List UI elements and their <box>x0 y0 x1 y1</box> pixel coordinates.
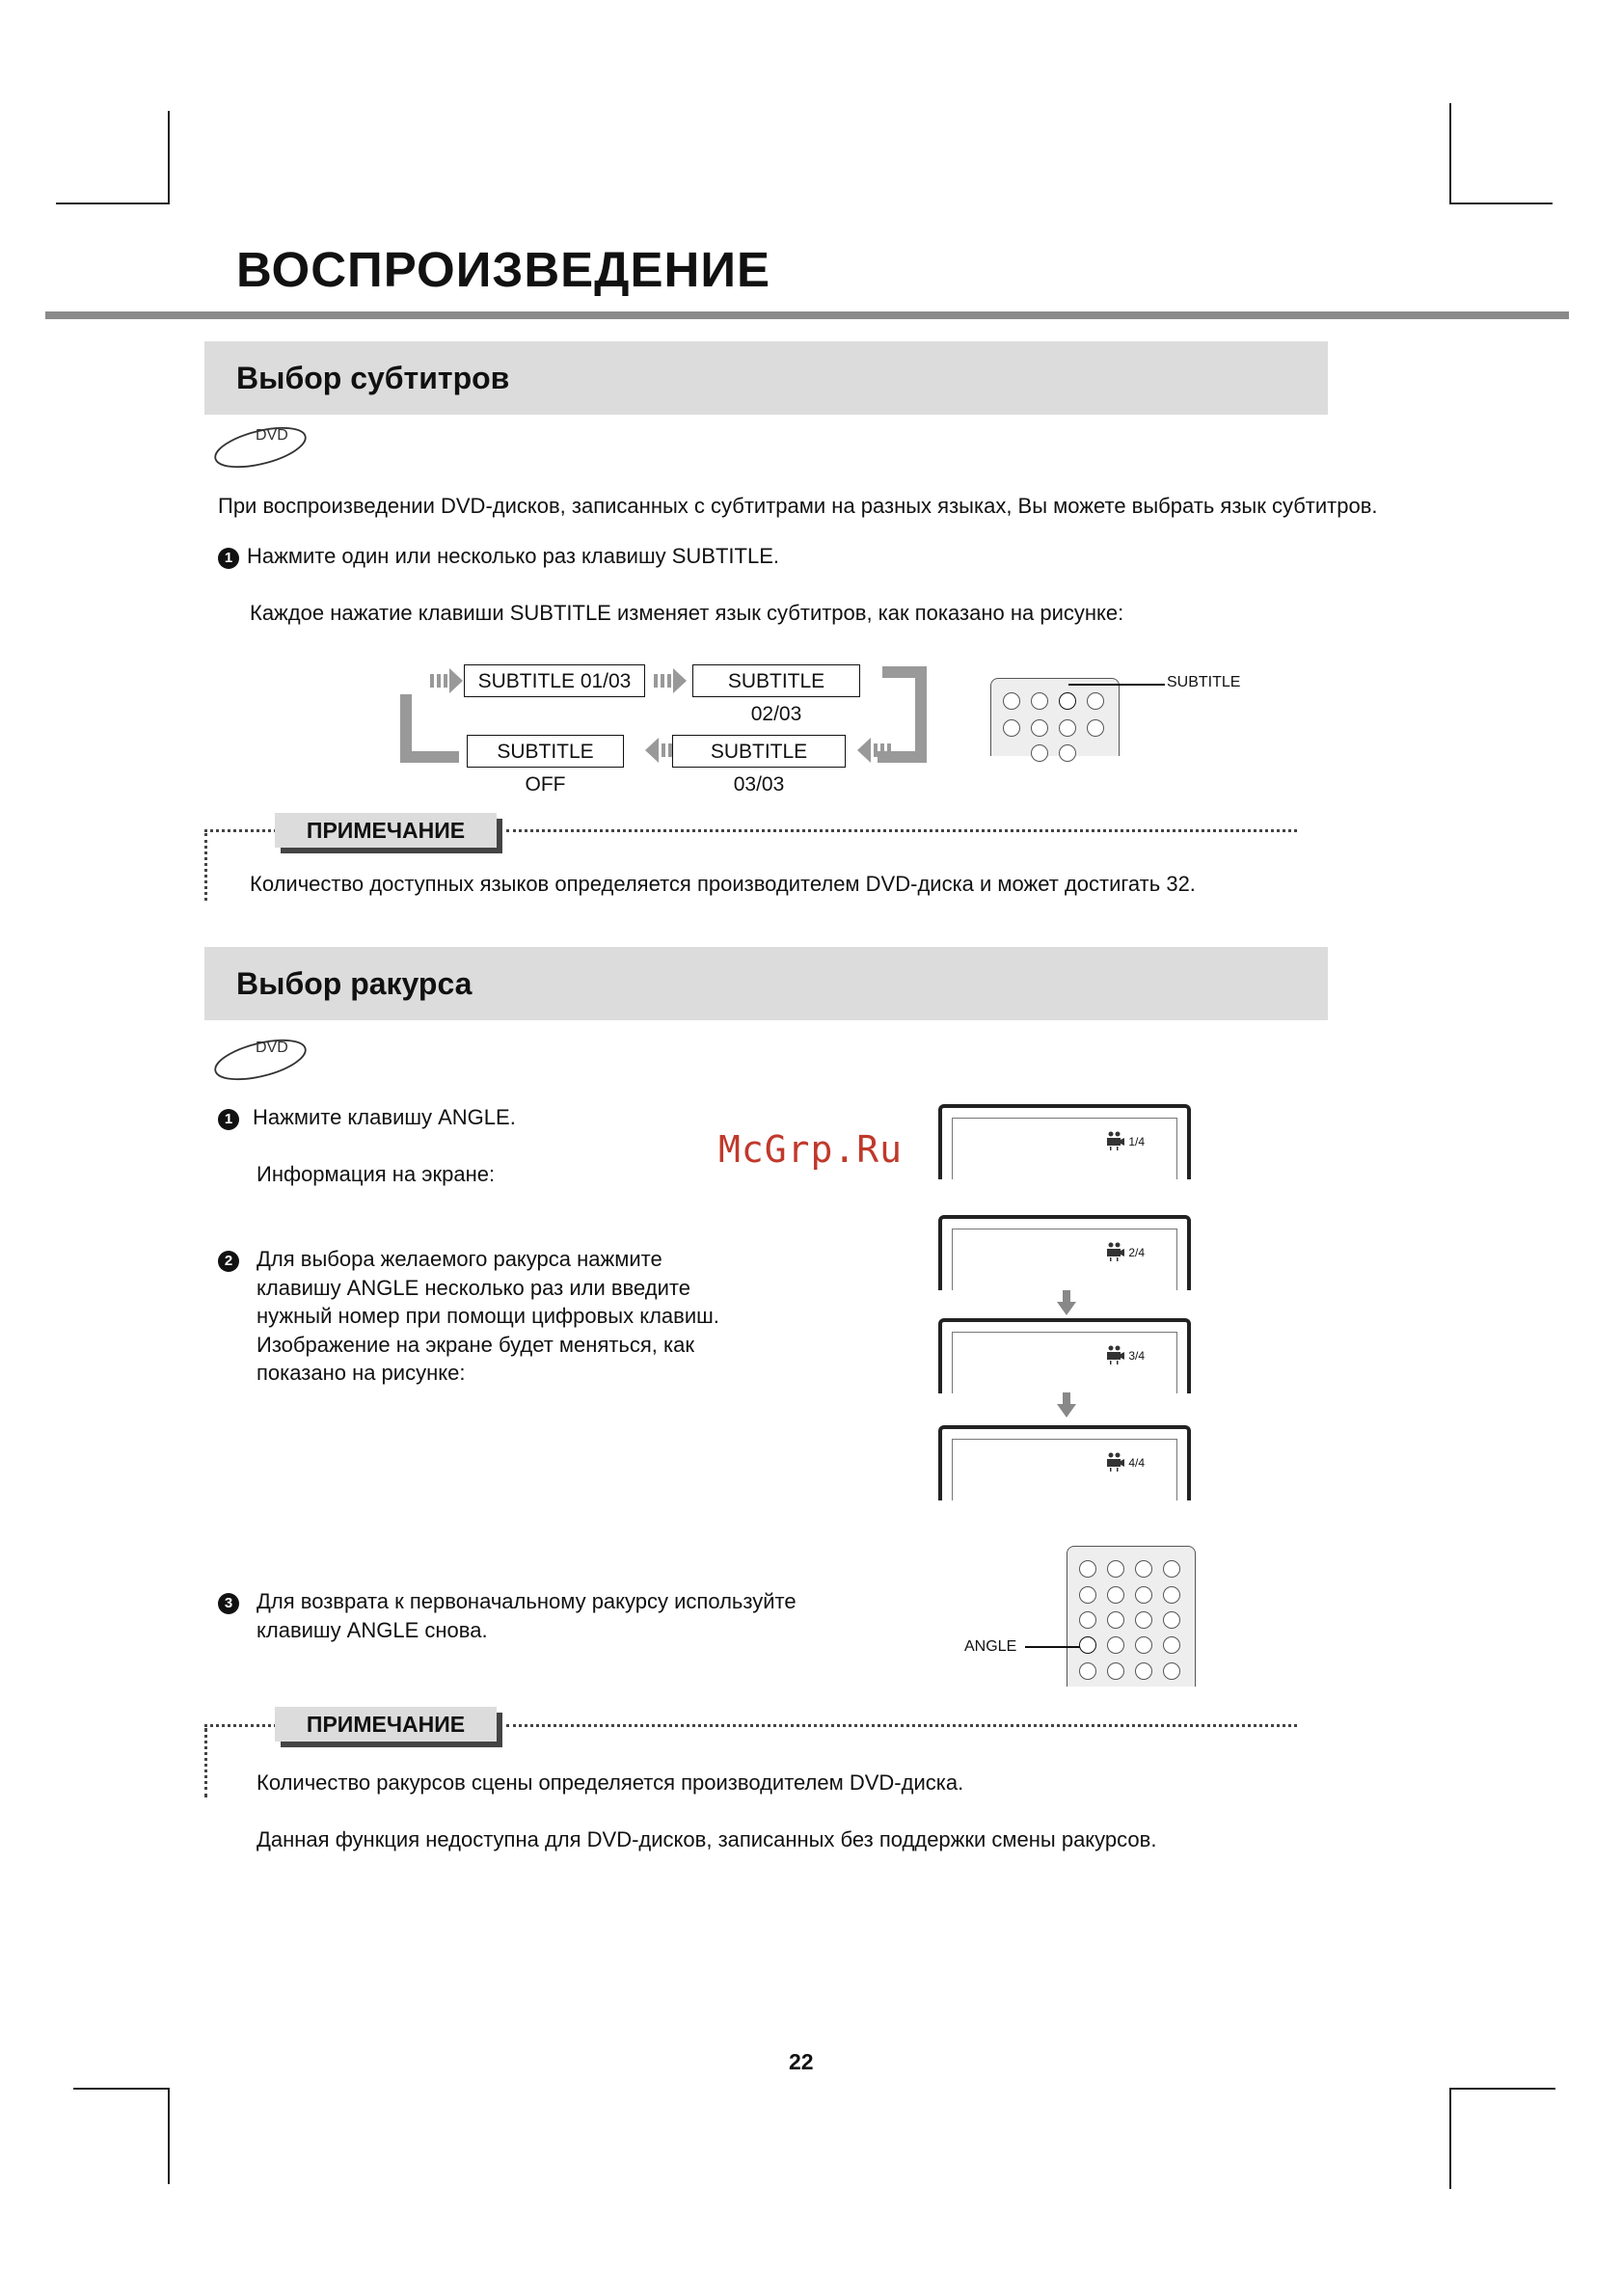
remote-button-icon <box>1107 1586 1124 1604</box>
remote-button-icon <box>1107 1560 1124 1578</box>
step-number: 1 <box>218 1109 239 1130</box>
remote-button-icon <box>1079 1662 1096 1680</box>
power-button-icon <box>1003 692 1020 710</box>
arrow-down-icon <box>1057 1392 1076 1418</box>
crop-mark <box>168 111 170 204</box>
crop-mark <box>1449 203 1553 204</box>
remote-button-icon <box>1163 1586 1180 1604</box>
angle-number: 4/4 <box>1128 1456 1145 1470</box>
remote-button-icon <box>1163 1662 1180 1680</box>
remote-button-icon <box>1003 719 1020 737</box>
angle-step-1 <box>218 1103 516 1132</box>
crop-mark <box>1449 2088 1451 2189</box>
angle-indicator <box>1106 1452 1145 1472</box>
remote-button-icon <box>1163 1636 1180 1654</box>
step-text-line: Изображение на экране будет меняться, как <box>257 1332 694 1357</box>
angle-screen <box>938 1318 1191 1393</box>
remote-button-icon <box>1135 1662 1152 1680</box>
remote-button-icon <box>1059 719 1076 737</box>
angle-indicator <box>1106 1242 1145 1261</box>
remote-button-icon <box>1163 1560 1180 1578</box>
subtitles-intro: При воспроизведении DVD-дисков, записанных с субтитрами на разных языках, Вы можете выбрать язык субтитров. <box>218 494 1378 518</box>
note-border <box>506 1724 1297 1727</box>
subtitle-state-box: SUBTITLE 03/03 <box>672 735 846 768</box>
watermark: McGrp.Ru <box>718 1128 904 1171</box>
subtitles-note: Количество доступных языков определяется производителем DVD-диска и может достигать 32. <box>250 872 1196 896</box>
title-rule <box>45 311 1569 319</box>
crop-mark <box>73 2088 170 2090</box>
remote-button-icon <box>1087 719 1104 737</box>
remote-button-icon <box>1031 692 1048 710</box>
section-angle <box>204 947 1328 1020</box>
remote-button-icon <box>1087 692 1104 710</box>
remote-button-icon <box>1107 1662 1124 1680</box>
subtitle-button-icon <box>1059 692 1076 710</box>
note-border <box>204 833 207 901</box>
step-text-line: показано на рисунке: <box>257 1361 466 1385</box>
power-button-icon <box>1079 1560 1096 1578</box>
step-text-line: Для выбора желаемого ракурса нажмите <box>257 1247 662 1271</box>
crop-mark <box>1449 103 1451 204</box>
step-text-line: нужный номер при помощи цифровых клавиш. <box>257 1304 719 1328</box>
angle-note-2: Данная функция недоступна для DVD-дисков, записанных без поддержки смены ракурсов. <box>257 1827 1157 1851</box>
camera-icon <box>1106 1345 1125 1364</box>
angle-number: 1/4 <box>1128 1135 1145 1148</box>
subtitle-state-box: SUBTITLE OFF <box>467 735 624 768</box>
subtitles-step-1 <box>218 542 779 571</box>
remote-button-icon <box>1135 1560 1152 1578</box>
arrow-right-icon <box>654 668 687 693</box>
angle-step-2 <box>257 1245 719 1388</box>
remote-button-icon <box>1079 1611 1096 1629</box>
arrow-right-icon <box>430 668 463 693</box>
note-border <box>506 829 1297 832</box>
angle-step-3-number <box>218 1587 247 1616</box>
page-title: ВОСПРОИЗВЕДЕНИЕ <box>236 242 771 297</box>
callout-line <box>1025 1646 1080 1648</box>
callout-line <box>1068 684 1165 686</box>
camera-icon <box>1106 1131 1125 1150</box>
remote-control-illustration <box>990 678 1120 756</box>
step-number: 3 <box>218 1593 239 1614</box>
note-label: ПРИМЕЧАНИЕ <box>275 813 497 848</box>
subtitle-state-box: SUBTITLE 02/03 <box>692 664 860 697</box>
remote-button-icon <box>1031 719 1048 737</box>
angle-indicator <box>1106 1345 1145 1364</box>
crop-mark <box>1449 2088 1555 2090</box>
camera-icon <box>1106 1452 1125 1472</box>
angle-number: 3/4 <box>1128 1349 1145 1363</box>
dvd-disc-icon <box>207 1035 313 1088</box>
angle-indicator <box>1106 1131 1145 1150</box>
remote-button-icon <box>1059 744 1076 762</box>
remote-button-icon <box>1079 1586 1096 1604</box>
step-text-line: клавишу ANGLE снова. <box>257 1618 488 1642</box>
step-text: Нажмите один или несколько раз клавишу SUBTITLE. <box>247 544 779 568</box>
step-text-line: Для возврата к первоначальному ракурсу используйте <box>257 1589 797 1613</box>
camera-icon <box>1106 1242 1125 1261</box>
remote-button-icon <box>1135 1611 1152 1629</box>
crop-mark <box>168 2088 170 2184</box>
step-number: 2 <box>218 1251 239 1272</box>
section-heading: Выбор субтитров <box>236 361 510 395</box>
remote-button-icon <box>1163 1611 1180 1629</box>
angle-step-1-detail: Информация на экране: <box>257 1162 496 1186</box>
dvd-logo-text: DVD <box>256 427 288 444</box>
angle-note-1: Количество ракурсов сцены определяется производителем DVD-диска. <box>257 1770 964 1795</box>
step-text-line: клавишу ANGLE несколько раз или введите <box>257 1275 690 1300</box>
note-border <box>204 1728 207 1797</box>
arrow-down-icon <box>1057 1290 1076 1315</box>
angle-button-icon <box>1079 1636 1096 1654</box>
dvd-logo-text: DVD <box>256 1040 288 1056</box>
subtitle-key-label: SUBTITLE <box>1167 674 1241 690</box>
step-number: 1 <box>218 548 239 569</box>
angle-screen <box>938 1104 1191 1179</box>
note-border <box>204 1724 277 1727</box>
remote-button-icon <box>1135 1636 1152 1654</box>
section-subtitles <box>204 341 1328 415</box>
dvd-disc-icon <box>207 422 313 475</box>
section-heading: Выбор ракурса <box>236 966 473 1001</box>
note-label: ПРИМЕЧАНИЕ <box>275 1707 497 1742</box>
remote-button-icon <box>1031 744 1048 762</box>
crop-mark <box>56 203 170 204</box>
angle-step-2-number <box>218 1245 247 1274</box>
angle-number: 2/4 <box>1128 1246 1145 1259</box>
remote-button-icon <box>1107 1636 1124 1654</box>
subtitles-step-1-detail: Каждое нажатие клавиши SUBTITLE изменяет язык субтитров, как показано на рисунке: <box>250 601 1124 625</box>
page-number: 22 <box>789 2049 814 2074</box>
angle-screen <box>938 1215 1191 1290</box>
remote-button-icon <box>1135 1586 1152 1604</box>
angle-key-label: ANGLE <box>964 1638 1017 1655</box>
angle-screen <box>938 1425 1191 1500</box>
remote-control-illustration <box>1067 1546 1196 1687</box>
note-border <box>204 829 277 832</box>
step-text: Нажмите клавишу ANGLE. <box>253 1105 516 1129</box>
remote-button-icon <box>1107 1611 1124 1629</box>
subtitle-state-box: SUBTITLE 01/03 <box>464 664 645 697</box>
angle-step-3 <box>257 1587 797 1645</box>
